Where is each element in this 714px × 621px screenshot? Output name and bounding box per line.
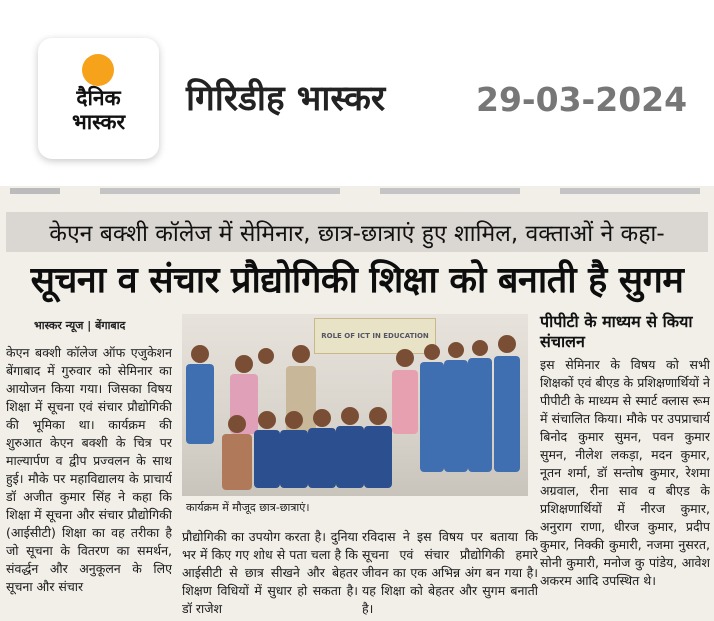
people-illustration <box>182 314 528 496</box>
logo-text-line1: दैनिक <box>76 86 121 110</box>
seminar-banner: ROLE OF ICT IN EDUCATION <box>314 318 436 354</box>
cut-off-text-strip <box>0 186 714 200</box>
article-kicker: केएन बक्शी कॉलेज में सेमिनार, छात्र-छात्राएं हुए शामिल, वक्ताओं ने कहा- <box>49 221 665 247</box>
article-column-2: प्रौद्योगिकी का उपयोग करता है। दुनिया भर में किए गए शोध से पता चला है कि आईसीटी से छात्र सीखने और बेहतर शिक्षण विधियों में सुधार हो सकता है। डॉ राजेश <box>182 529 358 616</box>
group-photo <box>182 314 528 496</box>
logo-text-line2: भास्कर <box>71 110 126 134</box>
app-header <box>0 0 714 186</box>
newspaper-clipping <box>0 186 714 621</box>
article-column-1: केएन बक्शी कॉलेज ऑफ एजुकेशन बेंगाबाद में गुरुवार को सेमिनार का आयोजन किया गया। जिसका विषय शिक्षा में सूचना एवं संचार प्रौद्योगिकी की भूमिका था। कार्यक्रम की शुरुआत केएन बक्शी के चित्र पर माल्यार्पण व द्वीप प्रज्वलन के साथ हुई। मौके पर महाविद्यालय के प्राचार्य डॉ अजीत कुमार सिंह ने कहा कि शिक्षा में सूचना और संचार प्रौद्योगिकी (आईसीटी) शिक्षा का वह तरीका है जो सूचना के वितरण का समर्थन, संवर्द्धन और अनुकूलन के लिए सूचना और संचार <box>6 345 172 594</box>
article-dateline: भास्कर न्यूज | बेंगाबाद <box>34 319 126 332</box>
edition-title: गिरिडीह भास्कर <box>186 79 386 119</box>
photo-caption: कार्यक्रम में मौजूद छात्र-छात्राएं। <box>186 501 310 514</box>
article-column-4: इस सेमिनार के विषय को सभी शिक्षकों एवं बीएड के प्रशिक्षणार्थियों ने पीपीटी के माध्यम से स्मार्ट क्लास रूम में संचालित किया। मौके पर उपप्राचार्य बिनोद कुमार सुमन, पवन कुमार सुमन, नीलेश लकड़ा, मदन कुमार, नूतन शर्मा, डॉ सन्तोष कुमार, रेशमा अग्रवाल, रीना साव व बीएड के प्रशिक्षणार्थियों में नीरज कुमार, अनुराग राणा, धीरज कुमार, प्रदीप कुमार, निक्की कुमारी, नजमा नुसरत, सोनी कुमारी, मनोज कु पांडेय, आवेश अकरम आदि उपस्थित थे। <box>540 357 710 588</box>
dainik-bhaskar-logo[interactable] <box>38 38 159 159</box>
sun-icon <box>82 54 114 86</box>
edition-date: 29-03-2024 <box>476 80 688 119</box>
article-column-3: रविदास ने इस विषय पर बताया कि सूचना एवं संचार प्रौद्योगिकी हमारे जीवन का एक अभिन्न अंग बन गया है। यह शिक्षा को बेहतर और सुगम बनाती है। <box>362 529 538 616</box>
article-subhead: पीपीटी के माध्यम से किया संचालन <box>540 312 693 351</box>
article-headline: सूचना व संचार प्रौद्योगिकी शिक्षा को बनाती है सुगम <box>30 260 684 301</box>
